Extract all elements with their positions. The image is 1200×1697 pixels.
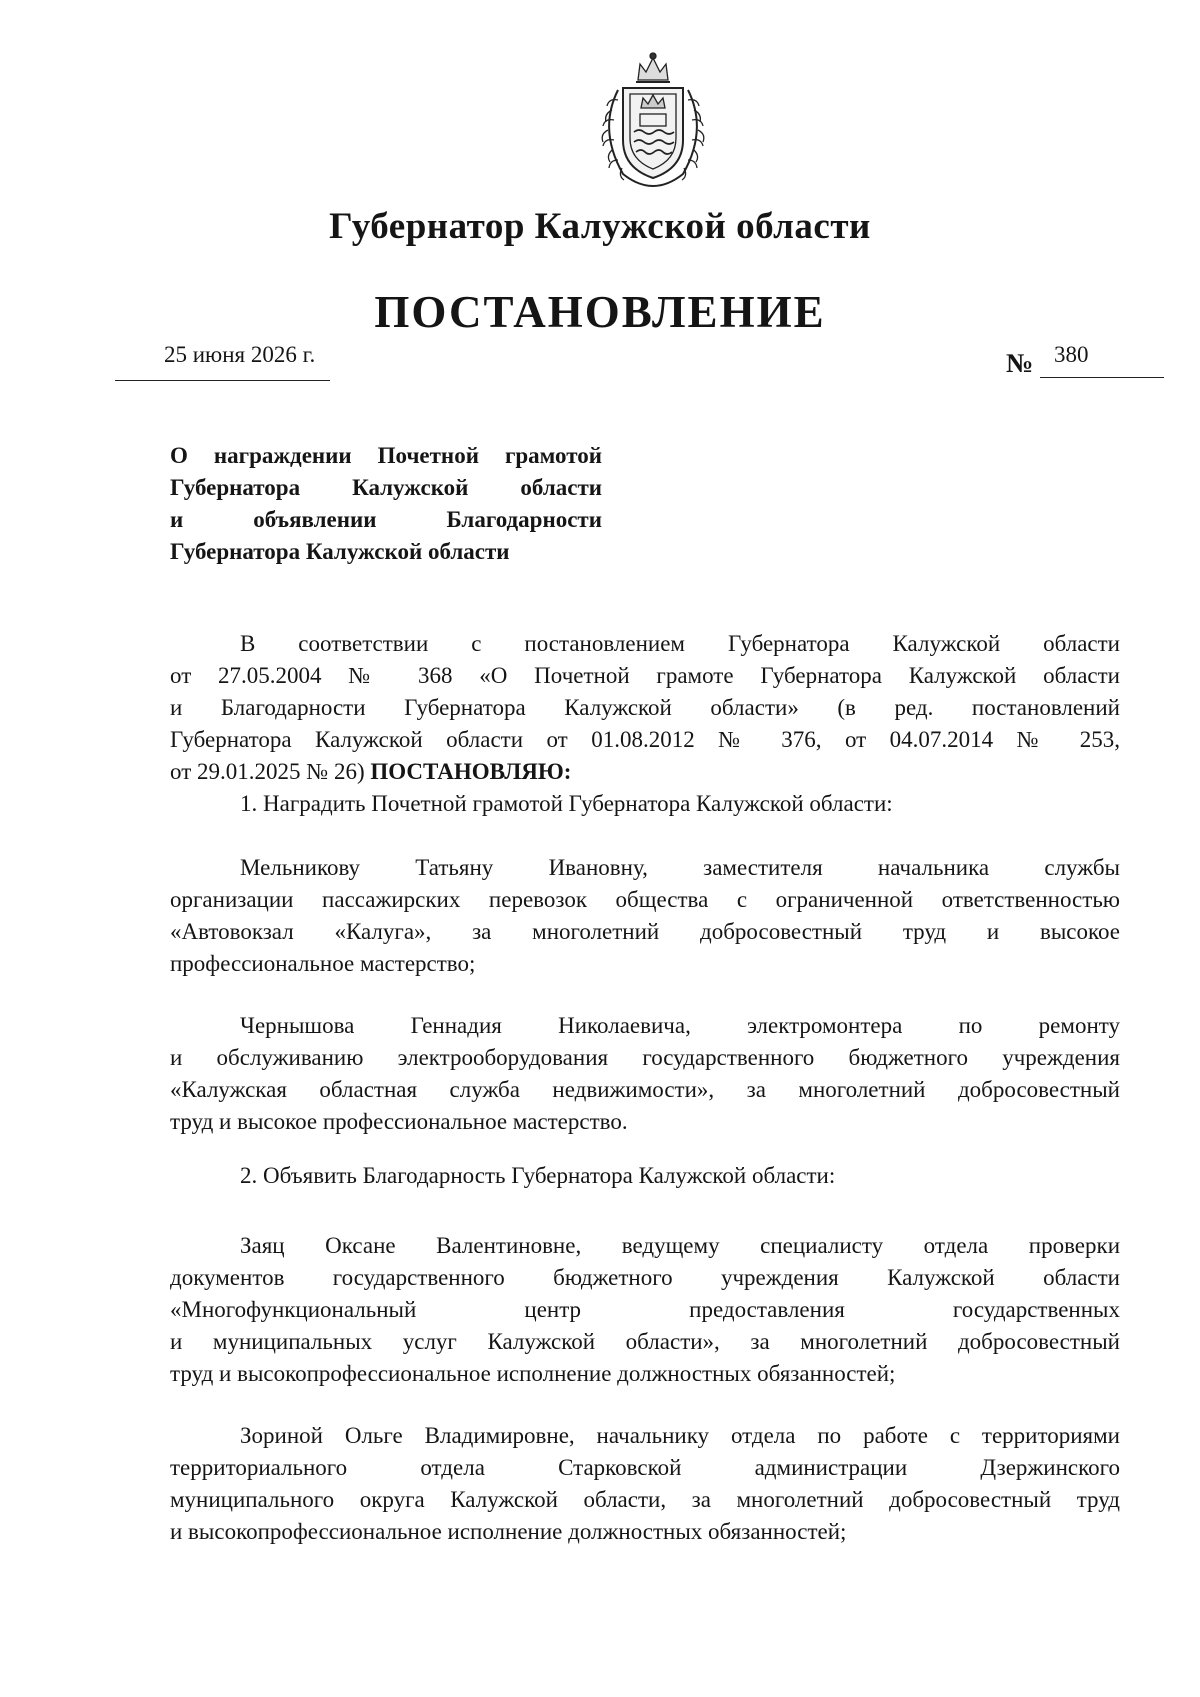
text-line: «Автовокзал «Калуга», за многолетний добросовестный труд и высокое (170, 919, 1120, 944)
text-line: и муниципальных услуг Калужской области», за многолетний добросовестный (170, 1329, 1120, 1354)
decree-word: ПОСТАНОВЛЯЮ: (370, 759, 572, 784)
document-date: 25 июня 2026 г. (164, 342, 316, 367)
text-line (170, 756, 1120, 788)
text-line: организации пассажирских перевозок общества с ограниченной ответственностью (170, 887, 1120, 912)
text-line: труд и высокое профессиональное мастерство. (170, 1109, 628, 1134)
text-line: Мельникову Татьяну Ивановну, заместителя начальника службы (240, 855, 1120, 880)
thanks-paragraph (170, 1230, 1120, 1390)
subject-line: Губернатора Калужской области (170, 475, 602, 500)
award-paragraph (170, 1010, 1120, 1138)
text-line: Чернышова Геннадия Николаевича, электромонтера по ремонту (240, 1013, 1120, 1038)
issuing-authority: Губернатор Калужской области (329, 206, 871, 247)
text-line: от 27.05.2004 № 368 «О Почетной грамоте Губернатора Калужской области (170, 663, 1120, 688)
number-underline (1040, 377, 1164, 378)
text-line: В соответствии с постановлением Губернатора Калужской области (240, 631, 1120, 656)
text-line: профессиональное мастерство; (170, 951, 476, 976)
kaluga-coat-of-arms-icon (578, 50, 728, 190)
text-fragment: от 29.01.2025 № 26) (170, 759, 365, 784)
text-line: территориального отдела Старковской администрации Дзержинского (170, 1455, 1120, 1480)
text-line: Заяц Оксане Валентиновне, ведущему специалисту отдела проверки (240, 1233, 1120, 1258)
text-line: муниципального округа Калужской области, за многолетний добросовестный труд (170, 1487, 1120, 1512)
coat-of-arms-emblem (578, 50, 728, 190)
document-type-title: ПОСТАНОВЛЕНИЕ (374, 287, 826, 337)
item-2-block (170, 1160, 1120, 1192)
preamble-paragraph (170, 628, 1120, 820)
text-line: и Благодарности Губернатора Калужской области» (в ред. постановлений (170, 695, 1120, 720)
document-number: 380 (1054, 342, 1089, 367)
text-line: документов государственного бюджетного учреждения Калужской области (170, 1265, 1120, 1290)
number-sign: № (1006, 348, 1034, 378)
subject-line: и объявлении Благодарности (170, 507, 602, 532)
subject-line: Губернатора Калужской области (170, 539, 510, 564)
text-line: Зориной Ольге Владимировне, начальнику отдела по работе с территориями (240, 1423, 1120, 1448)
document-subject (170, 440, 602, 568)
text-line: Губернатора Калужской области от 01.08.2012 № 376, от 04.07.2014 № 253, (170, 727, 1120, 752)
thanks-paragraph (170, 1420, 1120, 1548)
text-line: «Калужская областная служба недвижимости», за многолетний добросовестный (170, 1077, 1120, 1102)
subject-line: О награждении Почетной грамотой (170, 443, 602, 468)
text-line: и высокопрофессиональное исполнение должностных обязанностей; (170, 1519, 847, 1544)
item-2-heading: 2. Объявить Благодарность Губернатора Калужской области: (240, 1163, 836, 1188)
text-line: «Многофункциональный центр предоставления государственных (170, 1297, 1120, 1322)
text-line: и обслуживанию электрооборудования государственного бюджетного учреждения (170, 1045, 1120, 1070)
award-paragraph (170, 852, 1120, 980)
item-1-heading: 1. Наградить Почетной грамотой Губернатора Калужской области: (240, 791, 893, 816)
text-line: труд и высокопрофессиональное исполнение должностных обязанностей; (170, 1361, 896, 1386)
date-underline (115, 380, 330, 381)
